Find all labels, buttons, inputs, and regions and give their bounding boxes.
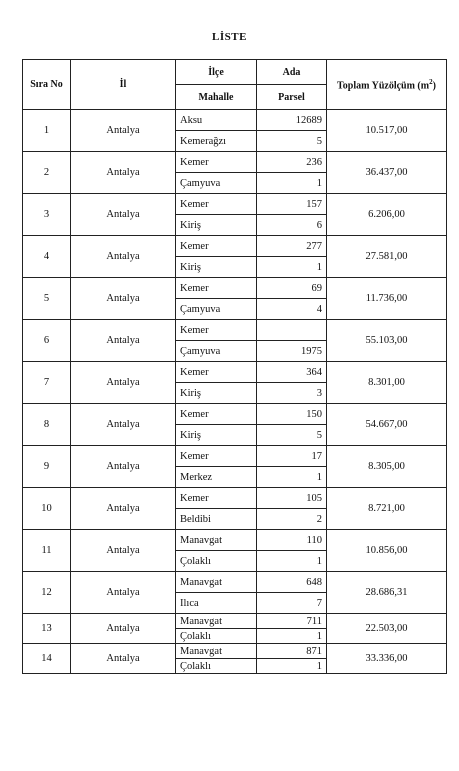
cell-il: Antalya (71, 110, 176, 152)
cell-mahalle: Kiriş (176, 257, 257, 278)
cell-sira-no: 12 (23, 572, 71, 614)
cell-toplam: 36.437,00 (327, 152, 447, 194)
table-row (23, 488, 447, 509)
cell-ada: 364 (257, 362, 327, 383)
cell-toplam: 33.336,00 (327, 644, 447, 674)
cell-toplam: 27.581,00 (327, 236, 447, 278)
cell-ada: 157 (257, 194, 327, 215)
cell-il: Antalya (71, 644, 176, 674)
cell-parsel: 1 (257, 173, 327, 194)
cell-il: Antalya (71, 278, 176, 320)
cell-toplam: 28.686,31 (327, 572, 447, 614)
cell-parsel: 3 (257, 383, 327, 404)
cell-sira-no: 11 (23, 530, 71, 572)
cell-ada: 12689 (257, 110, 327, 131)
header-toplam-yuzolcum: Toplam Yüzölçüm $(m^2)$ (327, 60, 447, 110)
cell-sira-no: 6 (23, 320, 71, 362)
table-row (23, 572, 447, 593)
cell-toplam: 54.667,00 (327, 404, 447, 446)
cell-parsel: 5 (257, 131, 327, 152)
table-row (23, 362, 447, 383)
cell-toplam: 8.721,00 (327, 488, 447, 530)
cell-il: Antalya (71, 614, 176, 644)
cell-sira-no: 4 (23, 236, 71, 278)
table-row (23, 236, 447, 257)
cell-il: Antalya (71, 362, 176, 404)
header-ilce: İlçe (176, 60, 257, 85)
cell-il: Antalya (71, 404, 176, 446)
table-row (23, 320, 447, 341)
cell-toplam: 8.301,00 (327, 362, 447, 404)
cell-toplam: 10.856,00 (327, 530, 447, 572)
cell-ilce: Kemer (176, 362, 257, 383)
cell-toplam: 11.736,00 (327, 278, 447, 320)
cell-ada: 105 (257, 488, 327, 509)
cell-parsel: 1 (257, 551, 327, 572)
cell-sira-no: 14 (23, 644, 71, 674)
cell-mahalle: Çolaklı (176, 629, 257, 644)
cell-parsel: 6 (257, 215, 327, 236)
cell-ada: 648 (257, 572, 327, 593)
cell-ilce: Manavgat (176, 614, 257, 629)
cell-ilce: Kemer (176, 194, 257, 215)
cell-mahalle: Kemerağzı (176, 131, 257, 152)
cell-il: Antalya (71, 446, 176, 488)
cell-il: Antalya (71, 152, 176, 194)
cell-ilce: Kemer (176, 404, 257, 425)
table-row (23, 530, 447, 551)
table-row (23, 404, 447, 425)
cell-mahalle: Kiriş (176, 383, 257, 404)
cell-parsel: 1 (257, 257, 327, 278)
cell-il: Antalya (71, 194, 176, 236)
table-row (23, 110, 447, 131)
cell-sira-no: 3 (23, 194, 71, 236)
table-row (23, 194, 447, 215)
cell-ilce: Kemer (176, 488, 257, 509)
cell-parsel: 4 (257, 299, 327, 320)
cell-ilce: Aksu (176, 110, 257, 131)
cell-ilce: Manavgat (176, 572, 257, 593)
cell-parsel: 2 (257, 509, 327, 530)
cell-ilce: Kemer (176, 236, 257, 257)
table-row (23, 614, 447, 629)
cell-parsel: 1 (257, 659, 327, 674)
cell-ada: 277 (257, 236, 327, 257)
cell-sira-no: 5 (23, 278, 71, 320)
cell-ilce: Kemer (176, 320, 257, 341)
header-ada: Ada (257, 60, 327, 85)
cell-sira-no: 13 (23, 614, 71, 644)
cell-toplam: 6.206,00 (327, 194, 447, 236)
cell-mahalle: Kiriş (176, 215, 257, 236)
cell-ilce: Kemer (176, 152, 257, 173)
cell-mahalle: Kiriş (176, 425, 257, 446)
cell-mahalle: Çolaklı (176, 551, 257, 572)
cell-ilce: Kemer (176, 278, 257, 299)
cell-ada (257, 320, 327, 341)
cell-toplam: 22.503,00 (327, 614, 447, 644)
cell-mahalle: Ilıca (176, 593, 257, 614)
cell-ilce: Manavgat (176, 644, 257, 659)
cell-il: Antalya (71, 530, 176, 572)
cell-ada: 17 (257, 446, 327, 467)
cell-mahalle: Çamyuva (176, 173, 257, 194)
cell-ada: 236 (257, 152, 327, 173)
parcel-list-table (22, 59, 447, 674)
cell-mahalle: Merkez (176, 467, 257, 488)
cell-mahalle: Çolaklı (176, 659, 257, 674)
cell-parsel: 1 (257, 629, 327, 644)
cell-parsel: 5 (257, 425, 327, 446)
cell-ada: 871 (257, 644, 327, 659)
header-il: İl (71, 60, 176, 110)
cell-ada: 110 (257, 530, 327, 551)
cell-ilce: Kemer (176, 446, 257, 467)
cell-ada: 69 (257, 278, 327, 299)
cell-il: Antalya (71, 320, 176, 362)
table-row (23, 278, 447, 299)
cell-sira-no: 2 (23, 152, 71, 194)
cell-sira-no: 7 (23, 362, 71, 404)
cell-sira-no: 9 (23, 446, 71, 488)
cell-toplam: 10.517,00 (327, 110, 447, 152)
cell-toplam: 55.103,00 (327, 320, 447, 362)
cell-parsel: 1 (257, 467, 327, 488)
cell-toplam: 8.305,00 (327, 446, 447, 488)
cell-il: Antalya (71, 236, 176, 278)
page-title: LİSTE (212, 31, 247, 43)
cell-sira-no: 10 (23, 488, 71, 530)
cell-ada: 150 (257, 404, 327, 425)
table-row (23, 152, 447, 173)
cell-sira-no: 8 (23, 404, 71, 446)
cell-mahalle: Çamyuva (176, 341, 257, 362)
table-row (23, 446, 447, 467)
cell-parsel: 1975 (257, 341, 327, 362)
cell-mahalle: Beldibi (176, 509, 257, 530)
table-row (23, 644, 447, 659)
header-parsel: Parsel (257, 85, 327, 110)
cell-ilce: Manavgat (176, 530, 257, 551)
header-sira-no: Sıra No (23, 60, 71, 110)
cell-parsel: 7 (257, 593, 327, 614)
cell-il: Antalya (71, 572, 176, 614)
cell-sira-no: 1 (23, 110, 71, 152)
cell-il: Antalya (71, 488, 176, 530)
header-mahalle: Mahalle (176, 85, 257, 110)
cell-ada: 711 (257, 614, 327, 629)
cell-mahalle: Çamyuva (176, 299, 257, 320)
